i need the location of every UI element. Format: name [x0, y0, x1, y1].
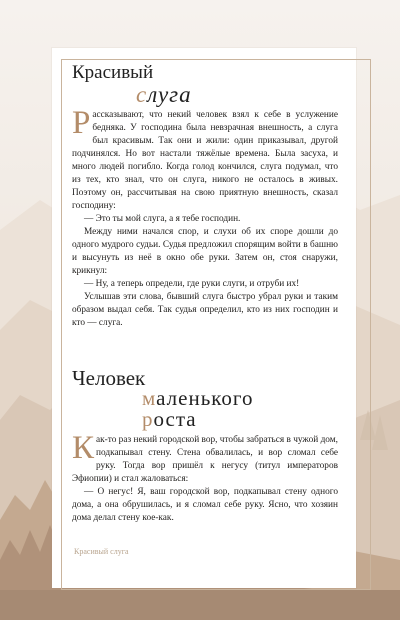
story2-title-line3: [142, 407, 197, 432]
story2-title-accent-letter: р: [142, 407, 154, 431]
story2-title-accent-letter: м: [142, 386, 157, 410]
story1-body: [72, 105, 338, 330]
story2-title-line1: Человек: [72, 366, 146, 390]
story2-title: [72, 366, 332, 436]
story2-paragraph: [72, 430, 338, 486]
story1-paragraph: — Это ты мой слуга, а я тебе господин.: [84, 214, 241, 224]
story1-paragraph: Между ними начался спор, и слухи об их споре дошли до одного мудрого судьи. Судья предложил спорящим войти в башню и высунуть из неё в окно обе руки. Затем он, стоя снаружи, крикнул:: [72, 227, 338, 276]
story2-paragraph: — О негус! Я, ваш городской вор, подкапывал стену одного дома, а она обрушилась, и я сломал себе руку. Ясно, что хозяин дома делал стену кое-как.: [72, 487, 338, 523]
story1-title-rest: луга: [147, 82, 192, 107]
story2-title-line2-rest: аленького: [156, 386, 254, 410]
story1-paragraph: [72, 105, 338, 213]
story2-dropcap: К: [72, 430, 95, 466]
story2-title-line3-rest: оста: [153, 407, 197, 431]
story1-title: [72, 62, 272, 112]
story1-paragraph-text: ассказывают, что некий человек взял к себе в услужение бедняка. У господина была невзрачная внешность, а слуга был красивым. Так они и жили: один приказывал, другой подчинялся. Но вот настали тяжёлые времена. Была засуха, и много людей погибло. Когда голод кончился, слуга подумал, что из тех, кто знал, что он слуга, никого не осталось в живых. Поэтому он, рассчитывая на свою приятную внешность, сказал господину:: [72, 110, 338, 211]
story1-title-line1: Красивый: [72, 62, 154, 83]
story1-paragraph: Услышав эти слова, бывший слуга быстро убрал руки и таким образом выдал себя. Так судья определил, кто из них господин и кто — слуга.: [72, 292, 338, 328]
story2-paragraph-text: ак-то раз некий городской вор, чтобы забраться в чужой дом, подкапывал стену. Стена обвалилась, и вор сломал себе руку. Тогда вор пришёл к негусу (титул императоров Эфиопии) и стал жаловаться:: [72, 435, 338, 484]
story1-title-line2: [136, 82, 192, 108]
story1-paragraph: — Ну, а теперь определи, где руки слуги, и отруби их!: [84, 279, 300, 289]
story1-title-accent-letter: с: [136, 82, 148, 107]
story1-dropcap: Р: [72, 105, 91, 141]
story2-body: [72, 430, 338, 525]
running-footer: Красивый слуга: [74, 547, 129, 556]
